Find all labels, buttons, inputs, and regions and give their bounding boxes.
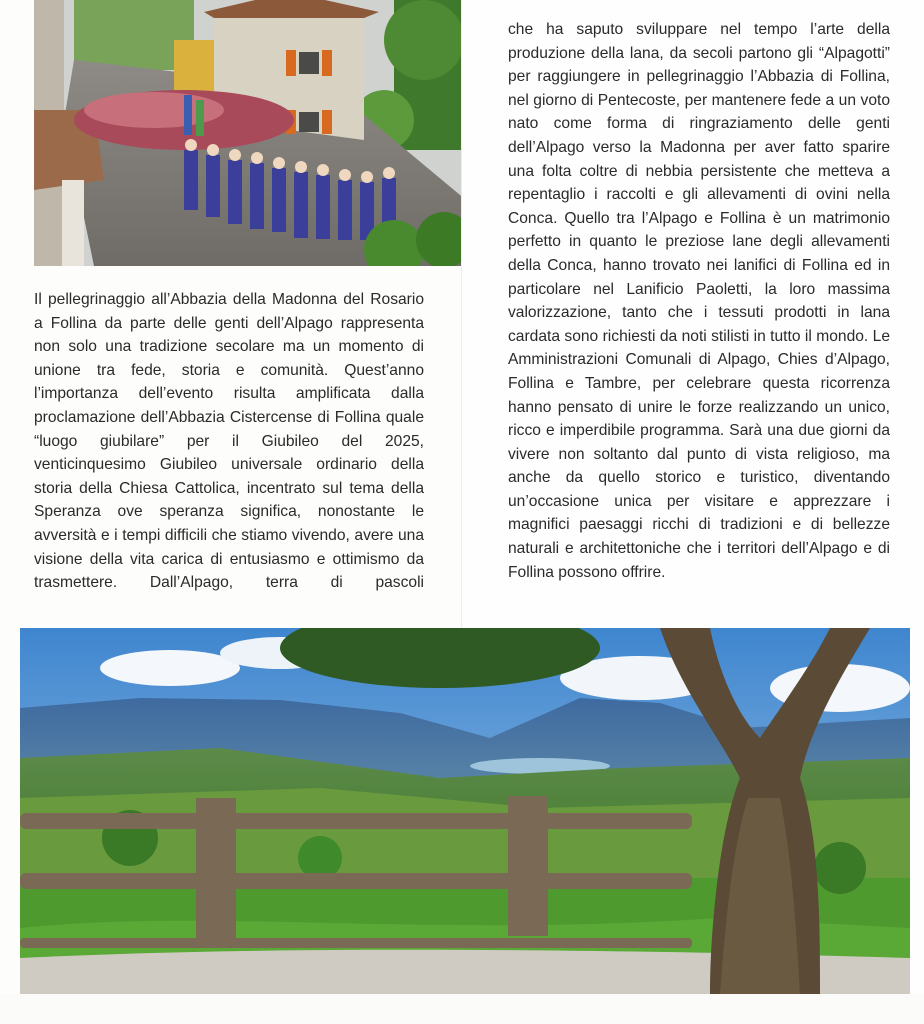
left-paragraph: Il pellegrinaggio all’Abbazia della Madonna del Rosario a Follina da parte delle genti dell’Alpago rappresenta non solo una tradizione secolare ma un momento di unione tra fede, storia e comunità. Quest’anno l’importanza dell’evento risulta amplificata dalla proclamazione dell’Abbazia Cistercense di Follina quale “luogo giubilare” per il Giubileo del 2025, venticinquesimo Giubileo universale ordinario della storia della Chiesa Cattolica, incentrato sul tema della Speranza ove speranza significa, nonostante le avversità e i tempi difficili che stiamo vivendo, avere una visione della vita carica di entusiasmo e ottimismo da trasmettere. Dall’Alpago, terra di pascoli xyxy=(34,291,424,592)
right-column xyxy=(508,18,890,584)
procession-photo xyxy=(34,0,466,266)
landscape-icon xyxy=(20,628,910,994)
right-paragraph: che ha saputo sviluppare nel tempo l’arte della produzione della lana, da secoli partono gli “Alpagotti” per raggiungere in pellegrinaggio l’Abbazia di Follina, nel giorno di Pentecoste, per mantenere fede a un voto nato come forma di ringraziamento delle genti dell’Alpago verso la Madonna per aver fatto sparire una folta coltre di nebbia persistente che metteva a repentaglio i raccolti e gli allevamenti di ovini nella Conca. Quello tra l’Alpago e Follina è un matrimonio perfetto in quanto le preziose lane degli allevamenti della Conca, hanno trovato nei lanifici di Follina ed in particolare nel Lanificio Paoletti, la loro massima valorizzazione, tanto che i tessuti prodotti in lana cardata sono richiesti da noti stilisti in tutto il mondo. Le Amministrazioni Comunali di Alpago, Chies d’Alpago, Follina e Tambre, per celebrare questa ricorrenza hanno pensato di unire le forze realizzando un unico, ricco e imperdibile programma. Sarà una due giorni da vivere non soltanto dal punto di vista religioso, ma anche da quello storico e turistico, diventando un’occasione unica per visitare e apprezzare i magnifici paesaggi ricchi di tradizioni e di bellezze naturali e architettoniche che i territori dell’Alpago e di Follina possono offrire. xyxy=(508,21,890,581)
left-column xyxy=(34,288,424,595)
procession-icon xyxy=(34,0,466,266)
page-bottom-margin xyxy=(0,994,924,1024)
landscape-photo xyxy=(20,628,910,994)
